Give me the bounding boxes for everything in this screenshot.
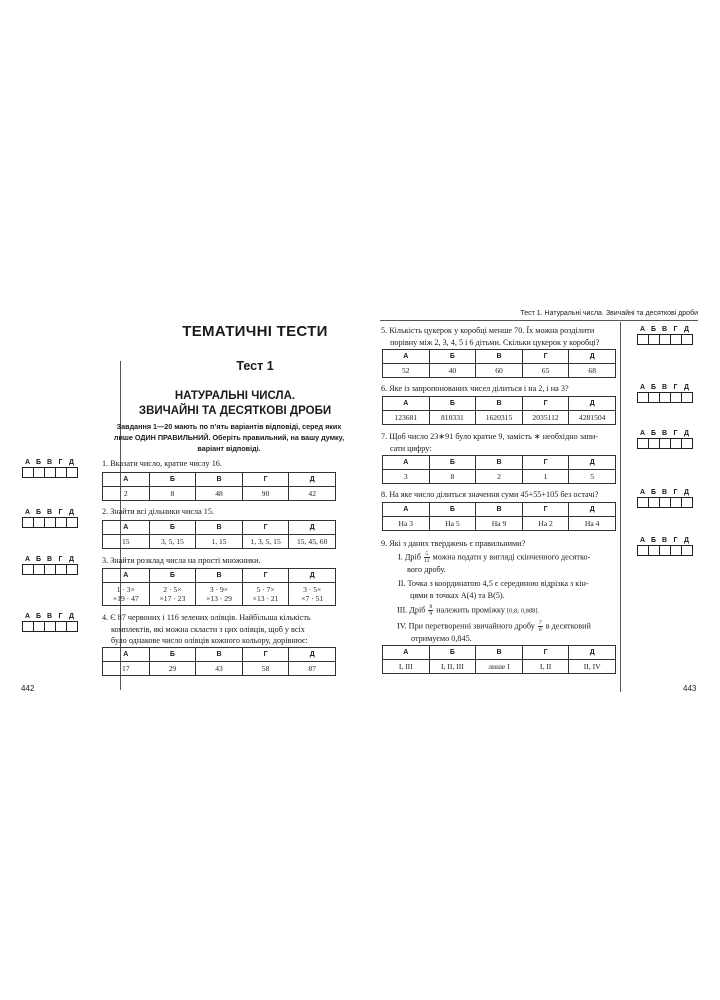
- option-value: 5 · 7× ×13 · 21: [242, 583, 289, 606]
- answer-boxes-q7[interactable]: [637, 430, 693, 449]
- option-value: 123681: [383, 411, 430, 425]
- option-value: 1, 3, 5, 15: [242, 535, 289, 549]
- option-value: На 3: [383, 517, 430, 531]
- answer-checkbox[interactable]: [649, 392, 660, 403]
- answer-letter: Г: [673, 326, 678, 333]
- answer-table-q5: [382, 349, 616, 378]
- option-value: 43: [196, 662, 243, 676]
- option-header: Г: [242, 648, 289, 662]
- answer-letter: Б: [650, 537, 657, 544]
- statement-text: III. Дріб: [397, 605, 426, 615]
- option-value: 40: [429, 364, 476, 378]
- answer-letter: Г: [673, 537, 678, 544]
- option-header: Г: [522, 646, 569, 660]
- option-value: 17: [103, 662, 150, 676]
- option-value: 8: [149, 487, 196, 501]
- answer-checkbox[interactable]: [649, 438, 660, 449]
- option-header: Д: [569, 350, 616, 364]
- answer-letter: Д: [684, 430, 689, 437]
- option-value: На 2: [522, 517, 569, 531]
- answer-checkbox[interactable]: [637, 545, 649, 556]
- statement-text: можна подати у вигляді скінченного десятко-: [432, 552, 591, 562]
- option-header: Д: [289, 569, 336, 583]
- option-header: Г: [522, 503, 569, 517]
- question-line: порівну між 2, 3, 4, 5 і 6 дітьми. Скільки цукерок у коробці?: [390, 337, 600, 347]
- answer-checkbox[interactable]: [22, 564, 34, 575]
- option-value: 1620315: [476, 411, 523, 425]
- option-value: I, II: [522, 660, 569, 674]
- answer-checkbox[interactable]: [45, 467, 56, 478]
- option-value: 5: [569, 470, 616, 484]
- option-header: Д: [569, 397, 616, 411]
- option-header: Г: [522, 397, 569, 411]
- option-value: I, II, III: [429, 660, 476, 674]
- option-header: Б: [149, 569, 196, 583]
- answer-letter: А: [24, 613, 31, 620]
- answer-checkbox[interactable]: [671, 545, 682, 556]
- question-line: сати цифру:: [390, 443, 432, 453]
- answer-letter: Г: [673, 430, 678, 437]
- answer-checkbox[interactable]: [45, 621, 56, 632]
- answer-letter: А: [639, 537, 646, 544]
- answer-letter: В: [661, 326, 668, 333]
- answer-letter: А: [639, 430, 646, 437]
- answer-checkbox[interactable]: [682, 438, 693, 449]
- answer-letter: Д: [684, 326, 689, 333]
- option-value: 58: [242, 662, 289, 676]
- answer-letter: Г: [58, 459, 63, 466]
- option-value: 1 · 3× ×19 · 47: [103, 583, 150, 606]
- answer-checkbox[interactable]: [34, 621, 45, 632]
- answer-letter: Б: [650, 489, 657, 496]
- answer-checkbox[interactable]: [649, 497, 660, 508]
- answer-letter: Д: [69, 509, 74, 516]
- question-1: 1. Вказати число, кратне числу 16.: [102, 459, 222, 468]
- statement-2: [398, 578, 620, 601]
- statement-text: належить проміжку: [436, 605, 505, 615]
- question-line: 4. Є 87 червоних і 116 зелених олівців. Найбільша кількість: [102, 613, 311, 622]
- fraction: $\frac{7}{8}$: [538, 620, 542, 633]
- answer-table-q1: [102, 472, 336, 501]
- option-value: На 5: [429, 517, 476, 531]
- answer-checkbox[interactable]: [56, 621, 67, 632]
- answer-checkbox[interactable]: [682, 392, 693, 403]
- question-3: 3. Знайти розклад числа на прості множники.: [102, 556, 261, 565]
- running-header: Тест 1. Натуральні числа. Звичайні та десяткові дроби: [520, 310, 698, 317]
- option-value: 3 · 9× ×13 · 29: [196, 583, 243, 606]
- answer-checkbox[interactable]: [637, 392, 649, 403]
- answer-letter: Г: [673, 384, 678, 391]
- answer-letter: А: [24, 459, 31, 466]
- answer-checkbox[interactable]: [649, 334, 660, 345]
- option-header: А: [103, 648, 150, 662]
- option-value: 2 · 5× ×17 · 23: [149, 583, 196, 606]
- question-5: [381, 325, 621, 348]
- option-value: 48: [196, 487, 243, 501]
- option-header: В: [476, 397, 523, 411]
- answer-table-q9: [382, 645, 616, 674]
- page-number-left: 442: [21, 684, 35, 693]
- answer-checkbox[interactable]: [660, 497, 671, 508]
- answer-letter: Г: [58, 556, 63, 563]
- answer-letter: В: [661, 537, 668, 544]
- answer-letter: Д: [69, 459, 74, 466]
- option-value: 42: [289, 487, 336, 501]
- statement-3: [397, 604, 619, 617]
- answer-checkbox[interactable]: [34, 564, 45, 575]
- option-value: 1: [522, 470, 569, 484]
- option-value: лише I: [476, 660, 523, 674]
- statement-text: II. Точка з координатою 4,5 є серединою відрізка з кін-: [398, 579, 589, 588]
- answer-checkbox[interactable]: [22, 467, 34, 478]
- question-line: комплектів, які можна скласти з цих олівців, щоб у всіх: [111, 624, 305, 634]
- option-header: Б: [429, 646, 476, 660]
- option-header: А: [103, 473, 150, 487]
- answer-letter: В: [46, 509, 53, 516]
- option-header: А: [383, 456, 430, 470]
- answer-letter: В: [46, 556, 53, 563]
- answer-table-q7: [382, 455, 616, 484]
- option-value: 15: [103, 535, 150, 549]
- instructions: Завдання 1—20 мають по п’ять варіантів відповіді, серед яких лише ОДИН ПРАВИЛЬНИЙ. Оберіть правильний, на вашу думку, варіант відповіді.: [113, 422, 345, 453]
- question-line: 7. Щоб число 23∗91 було кратне 9, замість ∗ необхідно запи-: [381, 432, 599, 441]
- option-header: В: [196, 569, 243, 583]
- answer-checkbox[interactable]: [671, 497, 682, 508]
- option-header: Б: [429, 503, 476, 517]
- answer-boxes-q5[interactable]: [637, 326, 693, 345]
- answer-boxes-q3[interactable]: [22, 556, 78, 575]
- page-number-right: 443: [683, 684, 697, 693]
- option-value: 65: [522, 364, 569, 378]
- option-header: Д: [289, 521, 336, 535]
- option-value: 8: [429, 470, 476, 484]
- option-value: На 9: [476, 517, 523, 531]
- answer-checkbox[interactable]: [637, 497, 649, 508]
- option-value: 3: [383, 470, 430, 484]
- answer-checkbox[interactable]: [34, 517, 45, 528]
- question-line: було однакове число олівців кожного кольору, дорівнює:: [111, 636, 308, 645]
- interval: [0,8; 0,88̄8].: [506, 607, 540, 615]
- option-value: 87: [289, 662, 336, 676]
- answer-boxes-q8[interactable]: [637, 489, 693, 508]
- option-header: А: [103, 569, 150, 583]
- option-header: Б: [429, 397, 476, 411]
- answer-checkbox[interactable]: [45, 517, 56, 528]
- option-value: 2035112: [522, 411, 569, 425]
- answer-letter: А: [639, 384, 646, 391]
- option-header: Б: [149, 473, 196, 487]
- answer-checkbox[interactable]: [671, 392, 682, 403]
- answer-letter: А: [639, 326, 646, 333]
- option-header: Б: [149, 521, 196, 535]
- answer-checkbox[interactable]: [67, 517, 78, 528]
- answer-checkbox[interactable]: [660, 545, 671, 556]
- option-value: 810331: [429, 411, 476, 425]
- answer-boxes-q2[interactable]: [22, 509, 78, 528]
- option-header: Б: [429, 456, 476, 470]
- answer-letter: Б: [650, 326, 657, 333]
- topic-heading: [110, 389, 360, 419]
- answer-letter: А: [24, 556, 31, 563]
- answer-checkbox[interactable]: [56, 564, 67, 575]
- answer-table-q2: [102, 520, 336, 549]
- option-header: А: [383, 397, 430, 411]
- statement-text: в десятковий: [545, 621, 591, 631]
- option-value: На 4: [569, 517, 616, 531]
- question-7: [381, 431, 621, 454]
- answer-checkbox[interactable]: [22, 517, 34, 528]
- answer-letter: Д: [684, 537, 689, 544]
- answer-letter: Д: [684, 489, 689, 496]
- question-2: 2. Знайти всі дільники числа 15.: [102, 507, 215, 516]
- answer-checkbox[interactable]: [671, 334, 682, 345]
- answer-checkbox[interactable]: [56, 467, 67, 478]
- question-line: 5. Кількість цукерок у коробці менше 70. Їх можна розділити: [381, 326, 595, 335]
- answer-checkbox[interactable]: [660, 438, 671, 449]
- option-header: В: [196, 473, 243, 487]
- answer-letter: Б: [35, 613, 42, 620]
- option-header: А: [383, 503, 430, 517]
- option-header: Д: [569, 456, 616, 470]
- option-value: 4281504: [569, 411, 616, 425]
- option-value: 15, 45, 60: [289, 535, 336, 549]
- option-value: 3 · 5× ×7 · 51: [289, 583, 336, 606]
- option-header: Г: [242, 569, 289, 583]
- fraction: $\frac{5}{12}$: [424, 551, 430, 564]
- test-number: Тест 1: [236, 359, 274, 373]
- option-header: Б: [149, 648, 196, 662]
- option-header: Г: [242, 521, 289, 535]
- option-value: 2: [103, 487, 150, 501]
- option-value: 3, 5, 15: [149, 535, 196, 549]
- option-header: Д: [289, 473, 336, 487]
- option-header: Д: [569, 503, 616, 517]
- header-rule: [380, 320, 698, 321]
- answer-letter: А: [639, 489, 646, 496]
- answer-checkbox[interactable]: [660, 392, 671, 403]
- option-header: А: [383, 350, 430, 364]
- answer-checkbox[interactable]: [682, 334, 693, 345]
- answer-checkbox[interactable]: [660, 334, 671, 345]
- answer-checkbox[interactable]: [22, 621, 34, 632]
- answer-letter: Г: [58, 613, 63, 620]
- answer-letter: Д: [684, 384, 689, 391]
- option-header: Д: [569, 646, 616, 660]
- statement-1: [398, 551, 620, 576]
- answer-letter: Б: [35, 459, 42, 466]
- option-value: 29: [149, 662, 196, 676]
- option-header: Д: [289, 648, 336, 662]
- statement-text: цями в точках A(4) та B(5).: [410, 590, 505, 600]
- option-header: Г: [242, 473, 289, 487]
- answer-letter: А: [24, 509, 31, 516]
- answer-letter: В: [661, 384, 668, 391]
- topic-line-2: ЗВИЧАЙНІ ТА ДЕСЯТКОВІ ДРОБИ: [138, 405, 332, 417]
- answer-letter: В: [46, 613, 53, 620]
- answer-letter: Д: [69, 556, 74, 563]
- statement-text: IV. При перетворенні звичайного дробу: [397, 621, 535, 631]
- option-value: 60: [476, 364, 523, 378]
- answer-table-q8: [382, 502, 616, 531]
- question-9: 9. Які з даних тверджень є правильними?: [381, 539, 526, 548]
- answer-checkbox[interactable]: [682, 497, 693, 508]
- option-value: 1, 15: [196, 535, 243, 549]
- answer-checkbox[interactable]: [34, 467, 45, 478]
- option-header: В: [476, 456, 523, 470]
- statement-4: [397, 620, 621, 645]
- option-header: А: [383, 646, 430, 660]
- answer-boxes-q6[interactable]: [637, 384, 693, 403]
- answer-table-q3: [102, 568, 336, 606]
- option-header: В: [196, 521, 243, 535]
- answer-checkbox[interactable]: [671, 438, 682, 449]
- answer-checkbox[interactable]: [637, 334, 649, 345]
- option-value: 52: [383, 364, 430, 378]
- fraction: $\frac{8}{9}$: [429, 604, 433, 617]
- option-header: Г: [522, 456, 569, 470]
- answer-letter: Б: [35, 509, 42, 516]
- option-value: 68: [569, 364, 616, 378]
- page-title: ТЕМАТИЧНІ ТЕСТИ: [182, 323, 328, 340]
- option-header: Б: [429, 350, 476, 364]
- option-header: Г: [522, 350, 569, 364]
- answer-table-q6: [382, 396, 616, 425]
- option-header: В: [196, 648, 243, 662]
- answer-checkbox[interactable]: [67, 564, 78, 575]
- answer-checkbox[interactable]: [649, 545, 660, 556]
- option-header: А: [103, 521, 150, 535]
- answer-checkbox[interactable]: [45, 564, 56, 575]
- answer-checkbox[interactable]: [67, 467, 78, 478]
- option-header: В: [476, 503, 523, 517]
- answer-boxes-q4[interactable]: [22, 613, 78, 632]
- option-value: I, III: [383, 660, 430, 674]
- answer-letter: В: [46, 459, 53, 466]
- option-value: 2: [476, 470, 523, 484]
- answer-letter: Г: [673, 489, 678, 496]
- answer-letter: Г: [58, 509, 63, 516]
- answer-boxes-q1[interactable]: [22, 459, 78, 478]
- option-header: В: [476, 350, 523, 364]
- answer-boxes-q9[interactable]: [637, 537, 693, 556]
- topic-line-1: НАТУРАЛЬНІ ЧИСЛА.: [174, 390, 296, 402]
- option-value: II, IV: [569, 660, 616, 674]
- answer-letter: Б: [650, 430, 657, 437]
- statement-text: отримуємо 0,845.: [411, 634, 472, 643]
- statement-text: I. Дріб: [398, 552, 421, 562]
- answer-letter: Б: [35, 556, 42, 563]
- answer-checkbox[interactable]: [637, 438, 649, 449]
- answer-letter: В: [661, 430, 668, 437]
- statement-text: вого дробу.: [407, 565, 446, 574]
- answer-letter: В: [661, 489, 668, 496]
- answer-table-q4: [102, 647, 336, 676]
- option-value: 90: [242, 487, 289, 501]
- question-8: 8. На яке число ділиться значення суми 45+55+105 без остачі?: [381, 490, 599, 499]
- answer-checkbox[interactable]: [56, 517, 67, 528]
- answer-letter: Д: [69, 613, 74, 620]
- question-6: 6. Яке із запропонованих чисел ділиться і на 2, і на 3?: [381, 384, 569, 393]
- option-header: В: [476, 646, 523, 660]
- answer-letter: Б: [650, 384, 657, 391]
- question-4: [102, 612, 342, 647]
- answer-checkbox[interactable]: [682, 545, 693, 556]
- answer-checkbox[interactable]: [67, 621, 78, 632]
